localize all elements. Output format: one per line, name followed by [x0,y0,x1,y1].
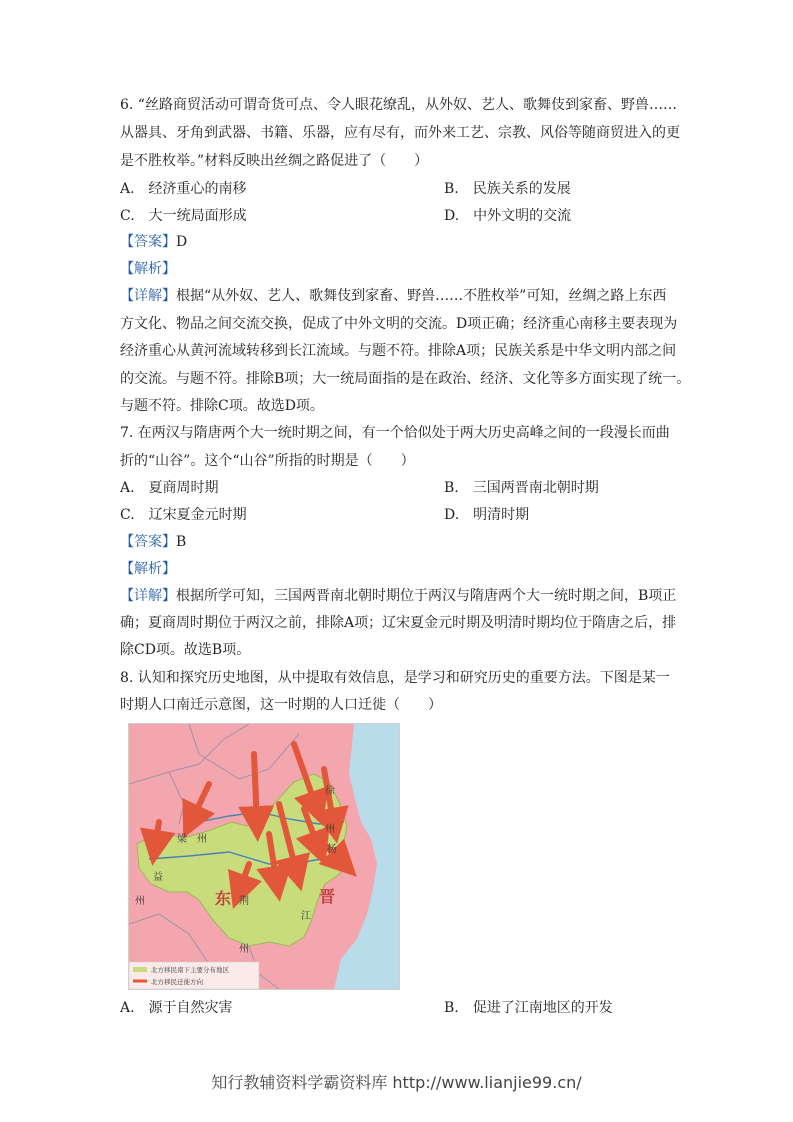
legend-swatch-region [133,967,147,972]
q7-analysis-tag: 【解析】 [120,561,176,577]
q8-stem-line-1: 8. 认知和探究历史地图，从中提取有效信息，是学习和研究历史的重要方法。下图是某一 [120,670,670,686]
legend-arrow-label: 北方移民迁徙方向 [151,978,203,986]
label-xu: 徐 [325,786,335,797]
q6-stem-line-1: 6. “丝路商贸活动可谓奇货可点、令人眼花缭乱，从外奴、艺人、歌舞伎到家畜、野兽…… [120,97,677,113]
q6-analysis-tag: 【解析】 [120,261,176,277]
label-jin: 晋 [319,887,336,906]
q7-option-c: C. 辽宋夏金元时期 [120,507,247,523]
detail-text: 根据所学可知，三国两晋南北朝时期位于两汉与隋唐两个大一统时期之间，B项正 [176,588,677,604]
q6-answer [120,232,187,252]
q8-option-a: A. 源于自然灾害 [120,1000,233,1016]
migration-map-graphic [129,724,399,989]
q7-option-a: A. 夏商周时期 [120,480,219,496]
q6-detail-line-4: 的交流。与题不符。排除B项；大一统局面指的是在政治、经济、文化等多方面实现了统一。 [120,371,691,387]
q7-option-b: B. 三国两晋南北朝时期 [444,480,599,496]
label-jing-zhou: 州 [239,944,249,955]
legend-region-label: 北方移民南下主要分布地区 [151,966,229,974]
q6-stem-line-2: 从器具、牙角到武器、书籍、乐器，应有尽有，而外来工艺、宗教、风俗等随商贸进入的更 [120,125,680,141]
q7-stem-line-1: 7. 在两汉与隋唐两个大一统时期之间，有一个恰似处于两大历史高峰之间的一段漫长而曲 [120,425,670,441]
detail-text: 根据“从外奴、艺人、歌舞伎到家畜、野兽……不胜枚举”可知，丝绸之路上东西 [176,288,667,304]
label-zhou-xu: 州 [325,824,335,835]
q6-detail-line-5: 与题不符。排除C项。故选D项。 [120,398,324,414]
migration-map [128,723,400,990]
label-yi: 益 [153,872,163,883]
q7-detail-line-1 [120,586,676,606]
q7-answer [120,532,186,552]
q6-option-d: D. 中外文明的交流 [444,208,572,224]
label-jiang: 江 [301,911,311,922]
q6-stem-line-3: 是不胜枚举。”材料反映出丝绸之路促进了（ ） [120,153,429,169]
q7-detail-line-2: 确；夏商周时期位于两汉之前，排除A项；辽宋夏金元时期及明清时期均位于隋唐之后，排 [120,615,677,631]
answer-tag: 【答案】 [120,534,176,550]
q6-detail-line-1 [120,286,666,306]
q7-detail-line-3: 除CD项。故选B项。 [120,642,251,658]
detail-tag: 【详解】 [120,288,176,304]
q6-detail-line-3: 经济重心从黄河流域转移到长江流域。与题不符。排除A项；民族关系是中华文明内部之间 [120,343,677,359]
q7-stem-line-2: 折的“山谷”。这个“山谷”所指的时期是（ ） [120,453,415,469]
label-liangzhou: 梁 州 [177,834,207,845]
q6-option-b: B. 民族关系的发展 [444,181,571,197]
label-yang: 扬 [327,844,337,855]
label-dong: 东 [215,889,232,908]
q7-option-d: D. 明清时期 [444,507,530,523]
q8-stem-line-2: 时期人口南迁示意图，这一时期的人口迁徙（ ） [120,697,442,713]
footer-watermark: 知行教辅资料学霸资料库 http://www.lianjie99.cn/ [211,1073,582,1092]
label-jing: 荆 [239,896,249,907]
answer-tag: 【答案】 [120,234,176,250]
q6-detail-line-2: 方文化、物品之间交流交换，促成了中外文明的交流。D项正确；经济重心南移主要表现为 [120,316,678,332]
q6-option-a: A. 经济重心的南移 [120,181,247,197]
answer-value: D [176,234,188,250]
q8-option-b: B. 促进了江南地区的开发 [444,1000,613,1016]
label-zhou-left: 州 [135,896,145,907]
answer-value: B [176,534,187,550]
detail-tag: 【详解】 [120,588,176,604]
q6-option-c: C. 大一统局面形成 [120,208,247,224]
